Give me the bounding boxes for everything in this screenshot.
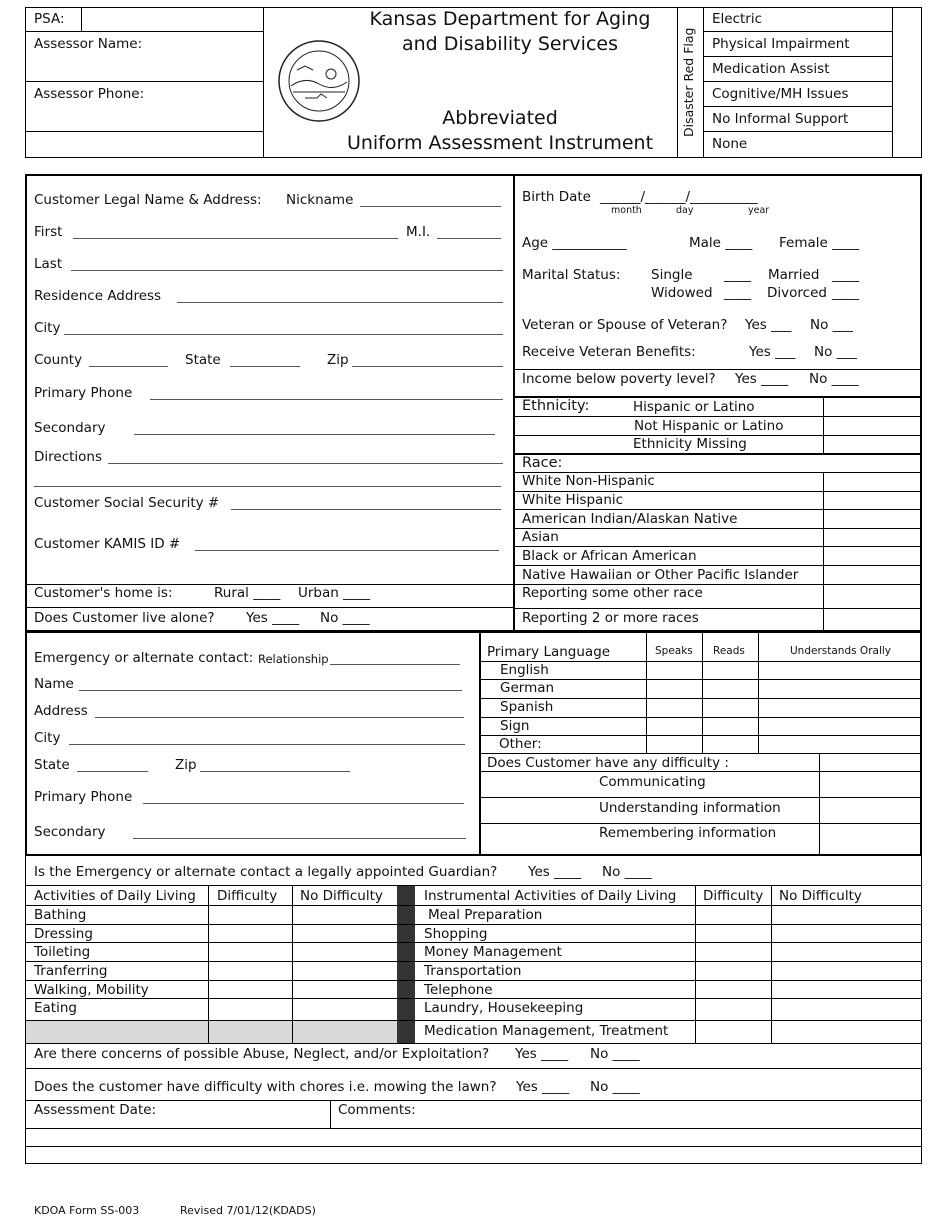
language-sign: Sign <box>500 718 530 734</box>
last-name-field[interactable] <box>71 270 503 271</box>
first-name-field[interactable] <box>73 238 398 239</box>
difficulty-communicating: Communicating <box>599 774 706 790</box>
birth-date-label: Birth Date <box>522 189 591 205</box>
directions-field-2[interactable] <box>34 486 501 487</box>
abuse-question: Are there concerns of possible Abuse, Neglect, and/or Exploitation? <box>34 1046 490 1062</box>
residence-field[interactable] <box>177 302 503 303</box>
assessor-name-label: Assessor Name: <box>34 36 143 52</box>
kamis-field[interactable] <box>195 550 499 551</box>
race-american-indian: American Indian/Alaskan Native <box>522 511 738 527</box>
female-option[interactable]: Female ____ <box>779 235 860 251</box>
form-title: Abbreviated Uniform Assessment Instrument <box>346 107 654 154</box>
race-white-non-hispanic: White Non-Hispanic <box>522 473 655 489</box>
agency-name: Kansas Department for Aging and Disability Services <box>369 8 651 55</box>
last-label: Last <box>34 256 63 272</box>
emergency-contact-label: Emergency or alternate contact: <box>34 650 254 666</box>
iadl-difficulty-header: Difficulty <box>703 888 764 904</box>
ssn-field[interactable] <box>231 509 501 510</box>
emergency-name-label: Name <box>34 676 74 692</box>
flag-electric: Electric <box>712 11 763 27</box>
ethnicity-check-cells[interactable] <box>824 397 921 453</box>
emergency-zip-field[interactable] <box>200 771 350 772</box>
understands-header: Understands Orally <box>790 645 891 657</box>
city-field[interactable] <box>64 334 503 335</box>
single-blank[interactable]: ____ <box>724 267 751 283</box>
divorced-option[interactable]: Divorced <box>767 285 827 301</box>
flag-physical-impairment: Physical Impairment <box>712 36 850 52</box>
chores-no[interactable]: No ____ <box>590 1079 640 1095</box>
married-blank[interactable]: ____ <box>832 267 859 283</box>
nickname-field[interactable] <box>360 206 501 207</box>
veteran-no[interactable]: No ___ <box>810 317 853 333</box>
iadl-laundry: Laundry, Housekeeping <box>424 1000 584 1016</box>
benefits-no[interactable]: No ___ <box>814 344 857 360</box>
reads-header: Reads <box>713 645 745 657</box>
emergency-state-field[interactable] <box>77 771 148 772</box>
race-native-hawaiian: Native Hawaiian or Other Pacific Islander <box>522 567 799 583</box>
assessor-phone-label: Assessor Phone: <box>34 86 145 102</box>
emergency-zip-label: Zip <box>175 757 197 773</box>
adl-dressing: Dressing <box>34 926 93 942</box>
comments-field[interactable] <box>420 1101 920 1163</box>
flag-none: None <box>712 136 748 152</box>
divorced-blank[interactable]: ____ <box>832 285 859 301</box>
widowed-blank[interactable]: ____ <box>724 285 751 301</box>
poverty-yes[interactable]: Yes ____ <box>735 371 789 387</box>
city-label: City <box>34 320 61 336</box>
emergency-city-label: City <box>34 730 61 746</box>
adl-transferring: Tranferring <box>34 963 108 979</box>
language-check-cells[interactable] <box>647 662 921 752</box>
secondary-phone-field[interactable] <box>134 434 495 435</box>
iadl-money: Money Management <box>424 944 562 960</box>
race-black: Black or African American <box>522 548 697 564</box>
residence-label: Residence Address <box>34 288 162 304</box>
psa-label: PSA: <box>34 11 65 27</box>
home-is-label: Customer's home is: <box>34 585 173 601</box>
legal-name-label: Customer Legal Name & Address: <box>34 192 262 208</box>
form-revised: Revised 7/01/12(KDADS) <box>180 1204 316 1217</box>
mi-field[interactable] <box>437 238 501 239</box>
marital-label: Marital Status: <box>522 267 621 283</box>
adl-toileting: Toileting <box>34 944 91 960</box>
chores-yes[interactable]: Yes ____ <box>516 1079 570 1095</box>
comments-label: Comments: <box>338 1102 416 1118</box>
flag-medication-assist: Medication Assist <box>712 61 830 77</box>
primary-phone-label: Primary Phone <box>34 385 133 401</box>
iadl-telephone: Telephone <box>424 982 493 998</box>
language-german: German <box>500 680 555 696</box>
married-option[interactable]: Married <box>768 267 820 283</box>
emergency-primary-phone-field[interactable] <box>143 803 464 804</box>
abuse-yes[interactable]: Yes ____ <box>515 1046 569 1062</box>
year-caption: year <box>748 205 770 216</box>
speaks-header: Speaks <box>655 645 693 657</box>
live-alone-no[interactable]: No ____ <box>320 610 370 626</box>
adl-check-cells[interactable] <box>209 906 396 1020</box>
live-alone-label: Does Customer live alone? <box>34 610 215 626</box>
emergency-primary-phone-label: Primary Phone <box>34 789 133 805</box>
single-option[interactable]: Single <box>651 267 693 283</box>
race-label: Race: <box>522 455 563 471</box>
poverty-label: Income below poverty level? <box>522 371 716 387</box>
race-asian: Asian <box>522 529 559 545</box>
difficulty-check-cells[interactable] <box>820 754 921 853</box>
emergency-address-label: Address <box>34 703 88 719</box>
state-field[interactable] <box>230 366 300 367</box>
benefits-yes[interactable]: Yes ___ <box>749 344 796 360</box>
poverty-no[interactable]: No ____ <box>809 371 859 387</box>
emergency-secondary-label: Secondary <box>34 824 106 840</box>
primary-phone-field[interactable] <box>150 399 503 400</box>
iadl-header: Instrumental Activities of Daily Living <box>424 888 677 904</box>
race-other: Reporting some other race <box>522 585 703 601</box>
psa-input[interactable] <box>82 8 262 30</box>
difficulty-question: Does Customer have any difficulty : <box>487 755 729 771</box>
kamis-label: Customer KAMIS ID # <box>34 536 181 552</box>
age-field[interactable]: Age ___________ <box>522 235 627 251</box>
ssn-label: Customer Social Security # <box>34 495 220 511</box>
first-label: First <box>34 224 63 240</box>
adl-eating: Eating <box>34 1000 77 1016</box>
flag-no-informal-support: No Informal Support <box>712 111 849 127</box>
flag-cognitive: Cognitive/MH Issues <box>712 86 849 102</box>
zip-field[interactable] <box>352 366 503 367</box>
emergency-state-label: State <box>34 757 70 773</box>
emergency-name-field[interactable] <box>79 690 462 691</box>
birth-date-field[interactable]: ______/______/__________ <box>600 189 758 205</box>
race-white-hispanic: White Hispanic <box>522 492 624 508</box>
flag-checkbox-column[interactable] <box>893 8 921 157</box>
race-two-or-more: Reporting 2 or more races <box>522 610 699 626</box>
county-field[interactable] <box>89 366 168 367</box>
difficulty-understanding: Understanding information <box>599 800 781 816</box>
abuse-no[interactable]: No ____ <box>590 1046 640 1062</box>
language-english: English <box>500 662 549 678</box>
primary-language-label: Primary Language <box>487 644 611 660</box>
ethnicity-not-hispanic: Not Hispanic or Latino <box>634 418 784 434</box>
difficulty-remembering: Remembering information <box>599 825 777 841</box>
adl-bathing: Bathing <box>34 907 87 923</box>
mi-label: M.I. <box>406 224 431 240</box>
guardian-yes[interactable]: Yes ____ <box>528 864 582 880</box>
adl-header: Activities of Daily Living <box>34 888 196 904</box>
iadl-shopping: Shopping <box>424 926 488 942</box>
benefits-label: Receive Veteran Benefits: <box>522 344 696 360</box>
form-number: KDOA Form SS-003 <box>34 1204 140 1217</box>
language-spanish: Spanish <box>500 699 554 715</box>
nickname-label: Nickname <box>286 192 354 208</box>
iadl-no-difficulty-header: No Difficulty <box>779 888 862 904</box>
emergency-address-field[interactable] <box>95 717 464 718</box>
iadl-transportation: Transportation <box>424 963 522 979</box>
adl-shaded-row <box>26 1021 397 1043</box>
adl-walking: Walking, Mobility <box>34 982 149 998</box>
month-caption: month <box>611 205 642 216</box>
veteran-yes[interactable]: Yes ___ <box>745 317 792 333</box>
relationship-field[interactable] <box>330 664 460 665</box>
assessment-date-label: Assessment Date: <box>34 1102 157 1118</box>
widowed-option[interactable]: Widowed <box>651 285 713 301</box>
guardian-no[interactable]: No ____ <box>602 864 652 880</box>
iadl-meal-prep: Meal Preparation <box>428 907 543 923</box>
emergency-secondary-field[interactable] <box>133 838 466 839</box>
day-caption: day <box>676 205 694 216</box>
county-label: County <box>34 352 83 368</box>
zip-label: Zip <box>327 352 349 368</box>
ethnicity-missing: Ethnicity Missing <box>633 436 747 452</box>
language-other: Other: <box>499 736 542 752</box>
rural-option[interactable]: Rural ____ <box>214 585 281 601</box>
emergency-city-field[interactable] <box>69 744 465 745</box>
iadl-medication: Medication Management, Treatment <box>424 1023 669 1039</box>
relationship-label: Relationship <box>258 652 329 666</box>
directions-field[interactable] <box>108 463 503 464</box>
ethnicity-label: Ethnicity: <box>522 398 590 414</box>
race-check-cells[interactable] <box>824 473 921 631</box>
assessment-date-field[interactable] <box>180 1101 328 1126</box>
veteran-label: Veteran or Spouse of Veteran? <box>522 317 728 333</box>
ethnicity-hispanic: Hispanic or Latino <box>633 399 755 415</box>
adl-no-difficulty-header: No Difficulty <box>300 888 383 904</box>
chores-question: Does the customer have difficulty with chores i.e. mowing the lawn? <box>34 1079 497 1095</box>
male-option[interactable]: Male ____ <box>689 235 753 251</box>
adl-difficulty-header: Difficulty <box>217 888 278 904</box>
guardian-question: Is the Emergency or alternate contact a legally appointed Guardian? <box>34 864 498 880</box>
directions-label: Directions <box>34 449 103 465</box>
iadl-check-cells[interactable] <box>696 906 921 1043</box>
live-alone-yes[interactable]: Yes ____ <box>246 610 300 626</box>
urban-option[interactable]: Urban ____ <box>298 585 371 601</box>
secondary-phone-label: Secondary <box>34 420 106 436</box>
disaster-red-flag-label: Disaster Red Flag <box>681 27 696 137</box>
state-label: State <box>185 352 221 368</box>
